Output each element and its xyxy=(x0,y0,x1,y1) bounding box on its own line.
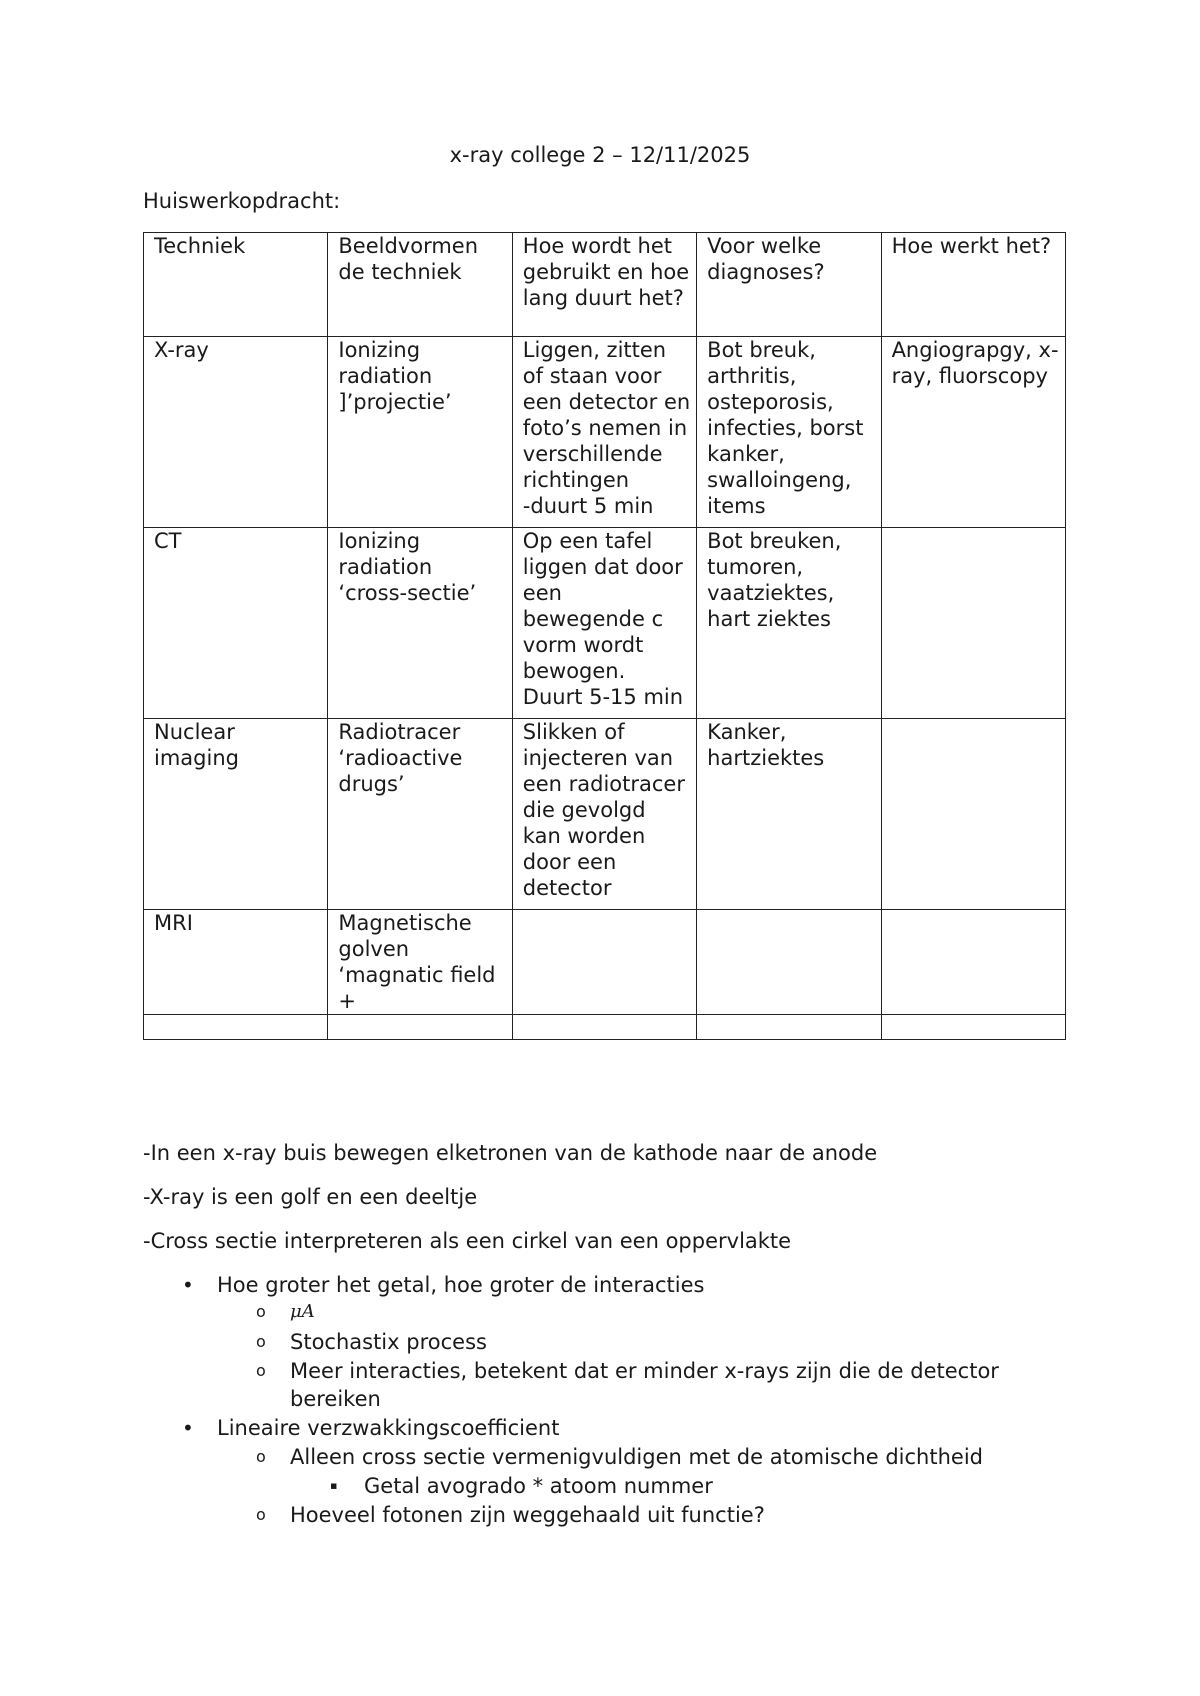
bullet-marker: • xyxy=(182,1416,194,1440)
table-cell: Angiograpgy, x-ray, fluorscopy xyxy=(881,337,1065,528)
bullet-item: Hoe groter het getal, hoe groter de interacties xyxy=(217,1273,705,1297)
table-cell: Kanker, hartziektes xyxy=(697,719,881,910)
table-cell xyxy=(881,719,1065,910)
sub-bullet-item: Meer interacties, betekent dat er minder x-rays zijn die de detector xyxy=(290,1359,999,1383)
table-cell: Op een tafel liggen dat door een bewegende c vorm wordt bewogen. Duurt 5-15 min xyxy=(512,528,696,719)
table-cell: Slikken of injecteren van een radiotracer die gevolgd kan worden door een detector xyxy=(512,719,696,910)
table-cell xyxy=(328,1015,512,1040)
sub-bullet-item: Stochastix process xyxy=(290,1330,487,1354)
sub-sub-bullet-marker: ▪ xyxy=(330,1479,338,1492)
table-row xyxy=(144,719,1066,910)
table-cell xyxy=(881,528,1065,719)
header-cell: Hoe wordt het gebruikt en hoe lang duurt het? xyxy=(512,233,696,337)
bullet-marker: • xyxy=(182,1273,194,1297)
note-line: -Cross sectie interpreteren als een cirkel van een oppervlakte xyxy=(143,1229,792,1253)
sub-bullet-marker: o xyxy=(256,1302,266,1321)
header-cell: Voor welke diagnoses? xyxy=(697,233,881,337)
homework-table xyxy=(143,232,1066,1040)
header-cell: Beeldvormen de techniek xyxy=(328,233,512,337)
table-header-row xyxy=(144,233,1066,337)
document-title: x-ray college 2 – 12/11/2025 xyxy=(449,143,751,167)
table-cell xyxy=(881,1015,1065,1040)
table-cell: Bot breuk, arthritis, osteporosis, infecties, borst kanker, swalloingeng, items xyxy=(697,337,881,528)
table-cell xyxy=(144,1015,328,1040)
sub-sub-bullet-item: Getal avogrado * atoom nummer xyxy=(364,1474,713,1498)
sub-bullet-item-continued: bereiken xyxy=(290,1387,381,1411)
sub-bullet-marker: o xyxy=(256,1361,266,1380)
table-cell: Magnetische golven ‘magnatic field + xyxy=(328,910,512,1015)
sub-bullet-marker: o xyxy=(256,1447,266,1466)
bullet-item: Lineaire verzwakkingscoefficient xyxy=(217,1416,560,1440)
table-cell: Liggen, zitten of staan voor een detector en foto’s nemen in verschillende richtingen -duurt 5 min xyxy=(512,337,696,528)
sub-bullet-marker: o xyxy=(256,1505,266,1524)
table-cell xyxy=(512,1015,696,1040)
table-cell: Ionizing radiation ‘cross-sectie’ xyxy=(328,528,512,719)
table-row-empty xyxy=(144,1015,1066,1040)
table-cell xyxy=(512,910,696,1015)
sub-bullet-marker: o xyxy=(256,1332,266,1351)
table-cell: Nuclear imaging xyxy=(144,719,328,910)
table-cell: CT xyxy=(144,528,328,719)
header-cell: Hoe werkt het? xyxy=(881,233,1065,337)
table-cell xyxy=(697,910,881,1015)
table-cell: Bot breuken, tumoren, vaatziektes, hart ziektes xyxy=(697,528,881,719)
table-row xyxy=(144,910,1066,1015)
sub-bullet-item: Hoeveel fotonen zijn weggehaald uit functie? xyxy=(290,1503,765,1527)
sub-bullet-item: Alleen cross sectie vermenigvuldigen met de atomische dichtheid xyxy=(290,1445,983,1469)
note-line: -In een x-ray buis bewegen elketronen van de kathode naar de anode xyxy=(143,1141,878,1165)
sub-bullet-item: μA xyxy=(290,1301,315,1322)
table-row xyxy=(144,337,1066,528)
header-cell: Techniek xyxy=(144,233,328,337)
document-subtitle: Huiswerkopdracht: xyxy=(143,189,341,213)
table-cell: Ionizing radiation ]’projectie’ xyxy=(328,337,512,528)
table-cell: X-ray xyxy=(144,337,328,528)
note-line: -X-ray is een golf en een deeltje xyxy=(143,1185,478,1209)
table-cell: MRI xyxy=(144,910,328,1015)
table-row xyxy=(144,528,1066,719)
table-cell: Radiotracer ‘radioactive drugs’ xyxy=(328,719,512,910)
table-cell xyxy=(697,1015,881,1040)
table-cell xyxy=(881,910,1065,1015)
